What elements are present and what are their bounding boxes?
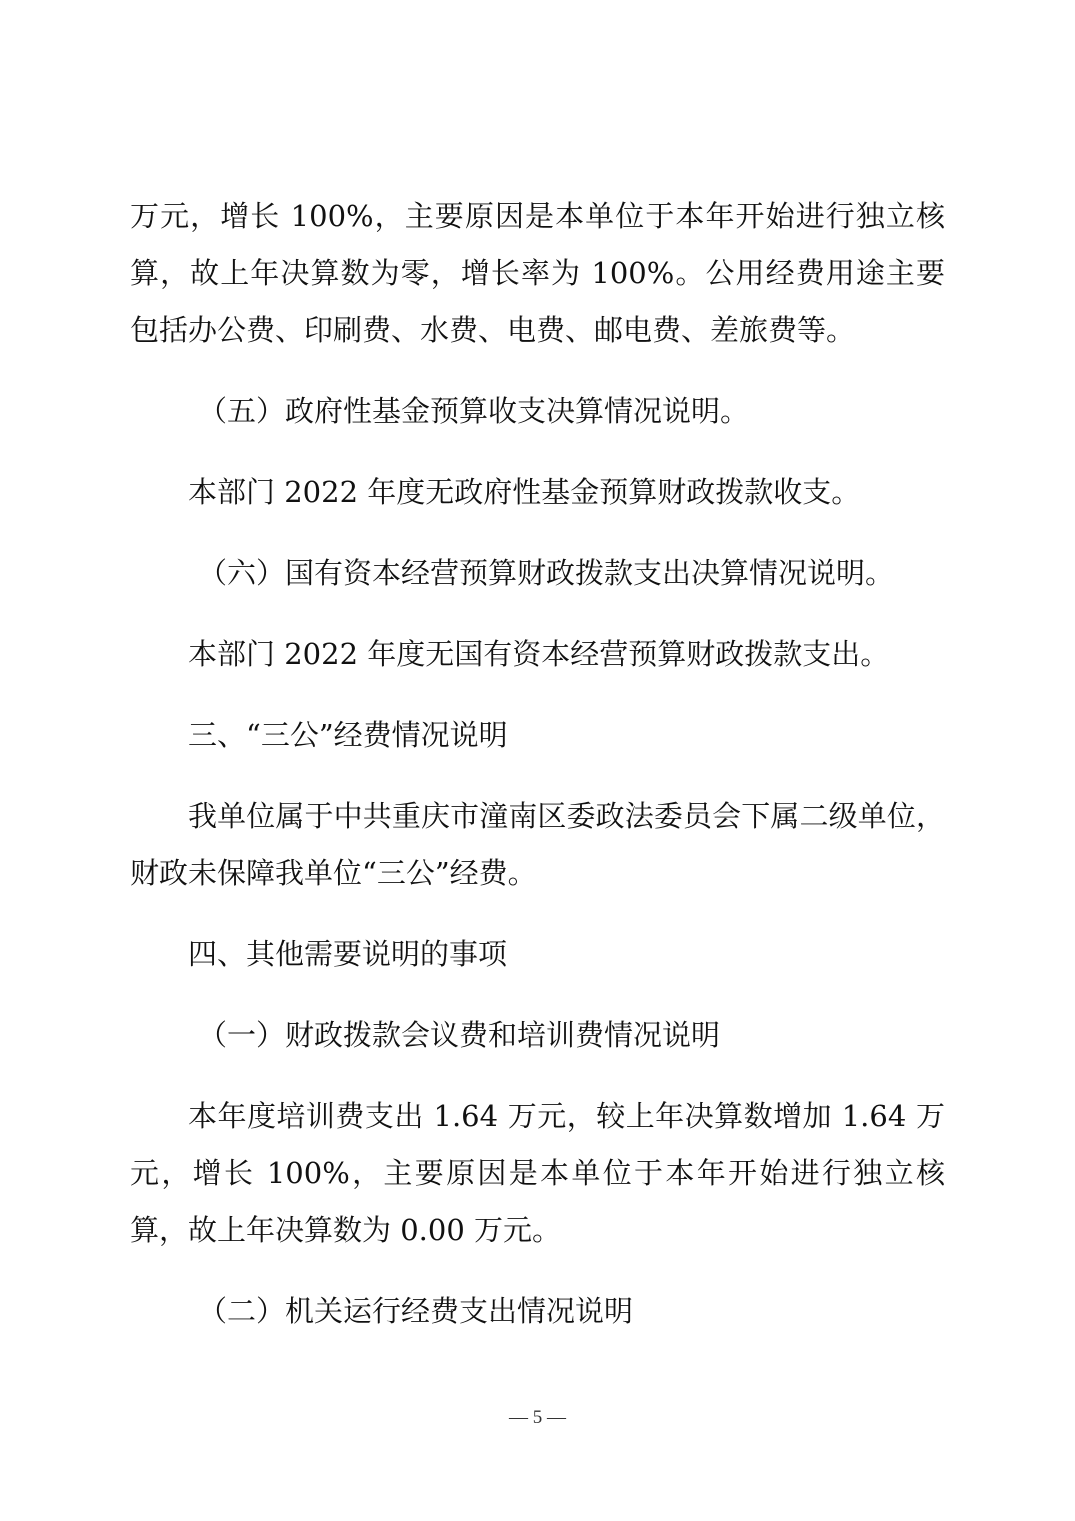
- heading-other-matters: 四、其他需要说明的事项: [188, 937, 508, 971]
- paragraph-government-fund-budget: 本部门 2022 年度无政府性基金预算财政拨款收支。: [188, 475, 861, 509]
- paragraph-training-fees: 本年度培训费支出 1.64 万元，较上年决算数增加 1.64 万元，增长 100%，主要原因是本单位于本年开始进行独立核算，故上年决算数为 0.00 万元。: [130, 1099, 945, 1247]
- heading-state-capital-budget: （六）国有资本经营预算财政拨款支出决算情况说明。: [198, 556, 895, 590]
- paragraph-three-public-expenses: 我单位属于中共重庆市潼南区委政法委员会下属二级单位，财政未保障我单位“三公”经费。: [130, 799, 945, 890]
- heading-three-public-expenses: 三、“三公”经费情况说明: [188, 718, 508, 752]
- heading-meeting-training-fees: （一）财政拨款会议费和培训费情况说明: [198, 1018, 721, 1052]
- paragraph-public-expense-continued: 万元，增长 100%，主要原因是本单位于本年开始进行独立核算，故上年决算数为零，增长率为 100%。公用经费用途主要包括办公费、印刷费、水费、电费、邮电费、差旅费等。: [130, 199, 945, 347]
- document-body: [130, 188, 945, 1364]
- page-number: — 5 —: [509, 1407, 566, 1428]
- heading-government-fund-budget: （五）政府性基金预算收支决算情况说明。: [198, 394, 750, 428]
- paragraph-state-capital-budget: 本部门 2022 年度无国有资本经营预算财政拨款支出。: [188, 637, 890, 671]
- heading-operating-expenses: （二）机关运行经费支出情况说明: [198, 1294, 634, 1328]
